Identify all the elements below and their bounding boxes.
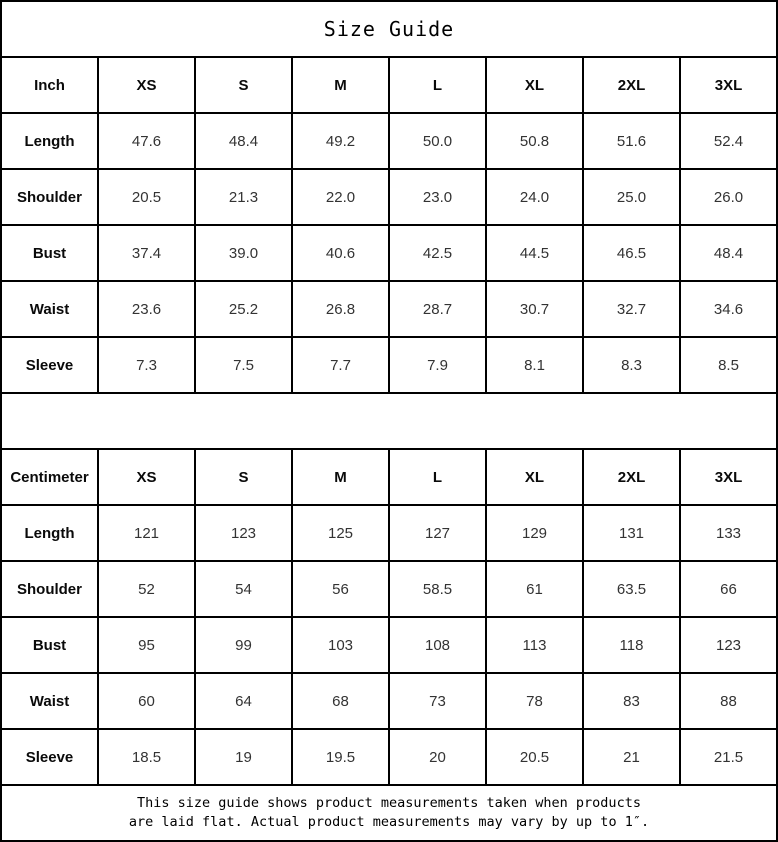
cell-value: 22.0 [292,169,389,225]
cell-value: 30.7 [486,281,583,337]
cell-value: 95 [98,617,195,673]
cell-value: 56 [292,561,389,617]
cell-value: 23.6 [98,281,195,337]
cell-value: 51.6 [583,113,680,169]
cell-value: 58.5 [389,561,486,617]
footer-note [1,785,777,841]
table-row-cm-sleeve [1,729,777,785]
cell-value: 42.5 [389,225,486,281]
column-header-xl: XL [486,57,583,113]
table-row-inch-bust [1,225,777,281]
cell-value: 7.3 [98,337,195,393]
cell-value: 123 [195,505,292,561]
cell-value: 108 [389,617,486,673]
column-header-l: L [389,57,486,113]
cell-value: 103 [292,617,389,673]
table-row-cm-length [1,505,777,561]
cell-value: 50.8 [486,113,583,169]
cell-value: 133 [680,505,777,561]
cell-value: 48.4 [195,113,292,169]
cell-value: 113 [486,617,583,673]
column-header-xl: XL [486,449,583,505]
cell-value: 21.5 [680,729,777,785]
cell-value: 54 [195,561,292,617]
cell-value: 121 [98,505,195,561]
cell-value: 19.5 [292,729,389,785]
spacer-row [1,393,777,449]
cell-value: 21 [583,729,680,785]
cell-value: 19 [195,729,292,785]
cell-value: 66 [680,561,777,617]
row-label: Length [1,505,98,561]
cell-value: 49.2 [292,113,389,169]
footer-row [1,785,777,841]
cell-value: 21.3 [195,169,292,225]
cell-value: 52.4 [680,113,777,169]
cell-value: 83 [583,673,680,729]
column-header-m: M [292,449,389,505]
cell-value: 40.6 [292,225,389,281]
cell-value: 64 [195,673,292,729]
spacer-cell [1,393,777,449]
cell-value: 63.5 [583,561,680,617]
cell-value: 123 [680,617,777,673]
cell-value: 24.0 [486,169,583,225]
row-label: Waist [1,281,98,337]
row-label: Shoulder [1,169,98,225]
table-row-cm-waist [1,673,777,729]
cell-value: 44.5 [486,225,583,281]
cell-value: 47.6 [98,113,195,169]
cell-value: 8.5 [680,337,777,393]
cell-value: 60 [98,673,195,729]
column-header-s: S [195,57,292,113]
cell-value: 32.7 [583,281,680,337]
row-label: Waist [1,673,98,729]
cell-value: 34.6 [680,281,777,337]
cell-value: 28.7 [389,281,486,337]
column-header-m: M [292,57,389,113]
column-header-l: L [389,449,486,505]
cell-value: 8.3 [583,337,680,393]
cell-value: 129 [486,505,583,561]
cell-value: 61 [486,561,583,617]
cell-value: 26.8 [292,281,389,337]
cell-value: 26.0 [680,169,777,225]
cell-value: 20 [389,729,486,785]
cell-value: 131 [583,505,680,561]
footer-line-1: This size guide shows product measurements taken when products [137,795,641,811]
cell-value: 50.0 [389,113,486,169]
page-title: Size Guide [1,1,777,57]
cell-value: 7.5 [195,337,292,393]
table-row-cm-bust [1,617,777,673]
cell-value: 20.5 [486,729,583,785]
cell-value: 48.4 [680,225,777,281]
centimeter-header-row [1,449,777,505]
cell-value: 73 [389,673,486,729]
row-label: Sleeve [1,337,98,393]
cell-value: 18.5 [98,729,195,785]
row-label: Bust [1,617,98,673]
cell-value: 8.1 [486,337,583,393]
cell-value: 88 [680,673,777,729]
table-row-inch-sleeve [1,337,777,393]
row-label: Sleeve [1,729,98,785]
footer-line-2: are laid flat. Actual product measurements may vary by up to 1″. [128,814,650,830]
column-header-xs: XS [98,57,195,113]
cell-value: 37.4 [98,225,195,281]
table-row-inch-waist [1,281,777,337]
column-header-s: S [195,449,292,505]
cell-value: 68 [292,673,389,729]
inch-header-row [1,57,777,113]
cell-value: 39.0 [195,225,292,281]
cell-value: 127 [389,505,486,561]
cell-value: 52 [98,561,195,617]
cell-value: 23.0 [389,169,486,225]
table-row-inch-shoulder [1,169,777,225]
cell-value: 7.7 [292,337,389,393]
cell-value: 7.9 [389,337,486,393]
row-label: Bust [1,225,98,281]
column-header-3xl: 3XL [680,57,777,113]
title-row [1,1,777,57]
table-row-cm-shoulder [1,561,777,617]
column-header-2xl: 2XL [583,57,680,113]
cell-value: 78 [486,673,583,729]
cell-value: 118 [583,617,680,673]
row-label: Shoulder [1,561,98,617]
cell-value: 99 [195,617,292,673]
cell-value: 25.2 [195,281,292,337]
cell-value: 25.0 [583,169,680,225]
unit-header-inch: Inch [1,57,98,113]
column-header-2xl: 2XL [583,449,680,505]
unit-header-centimeter: Centimeter [1,449,98,505]
column-header-xs: XS [98,449,195,505]
row-label: Length [1,113,98,169]
cell-value: 125 [292,505,389,561]
table-row-inch-length [1,113,777,169]
cell-value: 46.5 [583,225,680,281]
column-header-3xl: 3XL [680,449,777,505]
cell-value: 20.5 [98,169,195,225]
